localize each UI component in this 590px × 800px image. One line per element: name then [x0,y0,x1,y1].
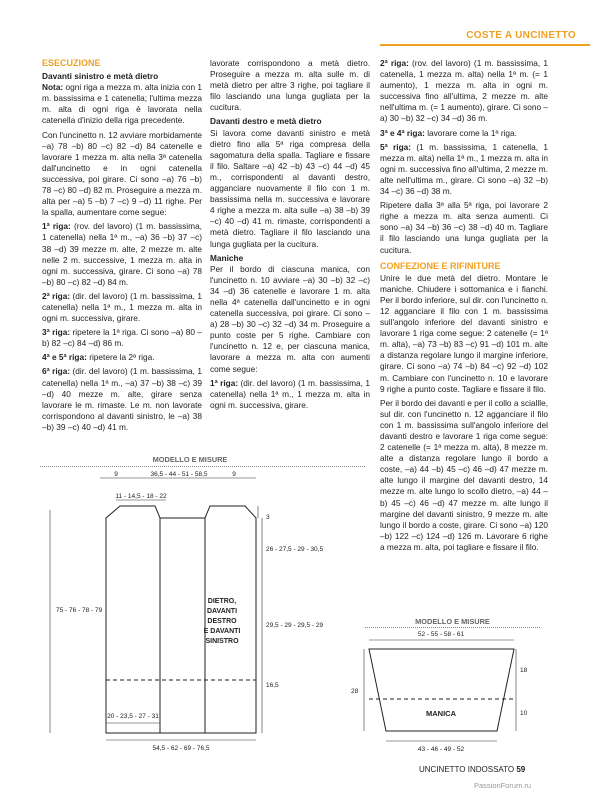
piece-label-line: DESTRO [207,618,237,625]
row-text: ripetere la 2ª riga. [86,352,155,363]
paragraph-repeat: Ripetere dalla 3ª alla 5ª riga, poi lavorare 2 righe a mezza m. alta senza aumenti. Ci sono –a) 34 –b) 36 –c) 38 –d) 40 m. Tagliare il filo lasciando una lunga gugliata per la cucitura. [380,200,548,255]
dim-side: 29,5 - 29 - 29,5 - 29 [266,622,324,629]
piece-label-line: DAVANTI [206,608,238,615]
row-label: 1ª riga: [210,377,239,388]
paragraph-start: Con l'uncinetto n. 12 avviare morbidamente –a) 78 –b) 80 –c) 82 –d) 84 catenelle e lavorare 1 mezza m. alta nella 3ª catenella dall'uncinetto e in ogni catenella successiva, poi girare. Ci sono –a) 76 –b) 78 –c) 80 –d) 82 m. Proseguire a mezza m. alta per –a) 5 –b) 7 –c) 9 –d) 11 righe. Per la spalla, aumentare come segue: [42,129,202,218]
row-text: (dir. del lavoro) (1 m. bassissima, 1 catenella) nella 1ª m., –a) 37 –b) 38 –c) 39 –d) 40 mezze m. alte, girare senza lavorare le m. rimaste. Le m. non lavorate corrispondono al davanti sinistro, le –a) 38 –b) 39 –c) 40 –d) 41 m. [42,366,202,432]
sleeve-dim-bottom: 43 - 46 - 49 - 52 [417,746,465,753]
sleeve-outline [369,649,514,731]
dim-neck: 11 - 14,5 - 18 - 22 [115,493,167,500]
subtitle-left-front: Davanti sinistro e metà dietro [42,71,159,82]
sleeve-dim-top: 52 - 55 - 58 - 61 [417,631,465,638]
piece-label-line: E DAVANTI [203,628,241,635]
paragraph-right-front: Si lavora come davanti sinistro e metà dietro fino alla 5ª riga compresa della sagomatura della spalla. Tagliare e fissare il filo. Saltare –a) 42 –b) 43 –c) 44 –d) 45 m., corrispondenti al davanti destro, agganciare nuovamente il filo con 1 m. bassissima nella m. successiva e lavorare 4 righe a mezza m. alta sulle –a) 38 –b) 39 –c) 40 –d) 41 m. rimaste, corrispondenti a metà dietro. Tagliare il filo lasciando una lunga gugliata per la cucitura. [210,127,370,249]
page-footer [419,765,525,774]
paragraph-front-bands: Per il bordo dei davanti e per il collo a sciallle, sul dir. con l'uncinetto n. 12 agganciare il filo con 1 m. bassissima sull'angolo inferiore del davanti destro e lavorare 1 riga come segue: 2 catenelle (= 1ª mezza m. alta), 8 mezze m. alte a distanza regolare lungo il bordo a coste, –a) 44 –b) 45 –c) 46 –d) 47 mezze m. alte lungo il margine del davanti destro, 14 mezze m. alte lungo lo scollo dietro, –a) 44 –b) 45 –c) 46 –d) 47 mezze m. alte lungo il margine del davanti sinistro, 9 mezze m. alte lungo il bordo a coste, girare. Ci sono –a) 120 –b) 122 –c) 124 –d) 126 m. Lavorare 6 righe a mezza m. alta, poi tagliare e fissare il filo. [380,397,548,552]
dim-top-right: 9 [232,471,236,478]
sleeve-dim-left: 28 [351,688,359,695]
dim-armhole: 26 - 27,5 - 29 - 30,5 [266,546,324,553]
row-label: 2ª riga: [42,290,71,301]
subtitle-right-front: Davanti destro e metà dietro [210,116,322,127]
row-text: (rov. del lavoro) (1 m. bassissima, 1 catenella, 1 mezza m. alta) nella 1ª m. (= 1 aumento), 1 mezza m. alta in ogni m. successiva fino all'ultima, 2 mezze m. alte nell'ultima m. (= 1 aumento), girare. Ci sono –a) 30 –b) 32 –c) 34 –d) 36 m. [380,58,548,124]
paragraph-assembly: Unire le due metà del dietro. Montare le maniche. Chiudere i sottomanica e i fianchi. Per il bordo inferiore, sul dir. con l'uncinetto n. 12 agganciare il filo con 1 m. bassissima sull'angolo inferiore del davanti sinistro e lavorare 1 riga come segue: 2 catenelle (= 1ª m. alta), –a) 73 –b) 83 –c) 91 –d) 101 m. alte a distanza regolare lungo il margine inferiore, girare. Ci sono –a) 74 –b) 84 –c) 92 –d) 102 m. Cambiare con l'uncinetto n. 10 e lavorare 9 righe a punto coste. Tagliare e fissare il filo. [380,272,548,394]
row-label: 6ª riga: [42,366,71,377]
row-label: 3ª riga: [42,327,71,338]
row-label: 4ª e 5ª riga: [42,352,87,363]
row-label: 3ª e 4ª riga: [380,127,425,138]
row-label: 2ª riga: [380,58,409,68]
sleeve-piece-label: MANICA [426,709,456,718]
dim-top-mid: 36,5 - 44 - 51 - 58,5 [150,471,208,478]
dim-bottom-width: 54,5 - 62 - 69 - 76,5 [152,745,210,752]
paragraph-sleeves: Per il bordo di ciascuna manica, con l'uncinetto n. 10 avviare –a) 30 –b) 32 –c) 34 –d) 36 catenelle e lavorare 1 m. alta nella 4ª catenella dall'uncinetto e in ogni catenella successiva, poi girare. Ci sono –a) 28 –b) 30 –c) 32 –d) 34 m. Proseguire a punto coste per 5 righe. Cambiare con l'uncinetto n. 12 e, per ciascuna manica, lavorare a mezza m. alta con aumenti come segue: [210,263,370,374]
publication-name: UNCINETTO INDOSSATO [419,765,515,774]
section-title-esecuzione: ESECUZIONE [42,58,101,68]
section-title-finishing: CONFEZIONE E RIFINITURE [380,260,501,271]
row-text: lavorare come la 1ª riga. [424,127,517,138]
dim-ribbing: 16,5 [266,682,279,689]
row-label: 5ª riga: [380,141,412,152]
diagram-sleeve-rule [365,627,540,629]
page-number: 59 [516,765,526,774]
subtitle-sleeves: Maniche [210,252,244,263]
dim-front-width: 20 - 23,5 - 27 - 31 [107,713,159,720]
row-text: (dir. del lavoro) (1 m. bassissima, 1 catenella) nella 1ª m., 1 mezza m. alta in ogni m. successiva, girare. [42,290,202,324]
nota-label: Nota: [42,82,64,93]
nota-text: ogni riga a mezza m. alta inizia con 1 m. bassissima e 1 catenella; l'ultima mezza m. alta di ogni riga è lavorata nella catenella d'inizio della riga precedente. [42,82,203,126]
row-text: (rov. del lavoro) (1 m. bassissima, 1 catenella) nella 1ª m., –a) 36 –b) 37 –c) 38 –d) 39 mezze m. alte, 2 mezze m. alte nelle 2 m. successive, 1 mezza m. alta in ogni m. successiva, girare. Ci sono –a) 78 –b) 80 –c) 82 –d) 84 m. [42,221,202,287]
dim-top-left: 9 [114,471,118,478]
sleeve-dim-right-bottom: 10 [520,710,528,717]
diagram-sleeve-title: MODELLO E MISURE [415,617,490,626]
section-header-title: COSTE A UNCINETTO [466,30,576,41]
row-text: ripetere la 1ª riga. Ci sono –a) 80 –b) 82 –c) 84 –d) 86 m. [42,327,202,349]
piece-label-line: SINISTRO [205,638,239,645]
watermark: PassionForum.ru [474,781,532,790]
diagram-body-title: MODELLO E MISURE [152,455,228,464]
row-label: 1ª riga: [42,221,71,232]
row-text: (1 m. bassissima, 1 catenella, 1 mezza m. alta) nella 1ª m., 1 mezza m. alta in ogni m. successiva fino all'ultima, 2 mezze m. alte nell'ultima m., girare. Ci sono –a) 32 –b) 34 –c) 36 –d) 38 m. [380,141,548,197]
row-text: (dir. del lavoro) (1 m. bassissima, 1 catenella) nella 1ª m., 1 mezza m. alta in ogni m. successiva, girare. [210,377,370,410]
piece-label-line: DIETRO, [207,598,237,605]
sleeve-dim-right-top: 18 [520,667,528,674]
dim-shoulder: 3 [266,514,270,521]
dim-total-height: 75 - 76 - 78 - 79 [56,607,103,614]
paragraph-continuation: lavorate corrispondono a metà dietro. Proseguire a mezza m. alta sulle m. di metà dietro per altre 3 righe, poi tagliare il filo lasciando una lunga gugliata per la cucitura. [210,58,370,113]
